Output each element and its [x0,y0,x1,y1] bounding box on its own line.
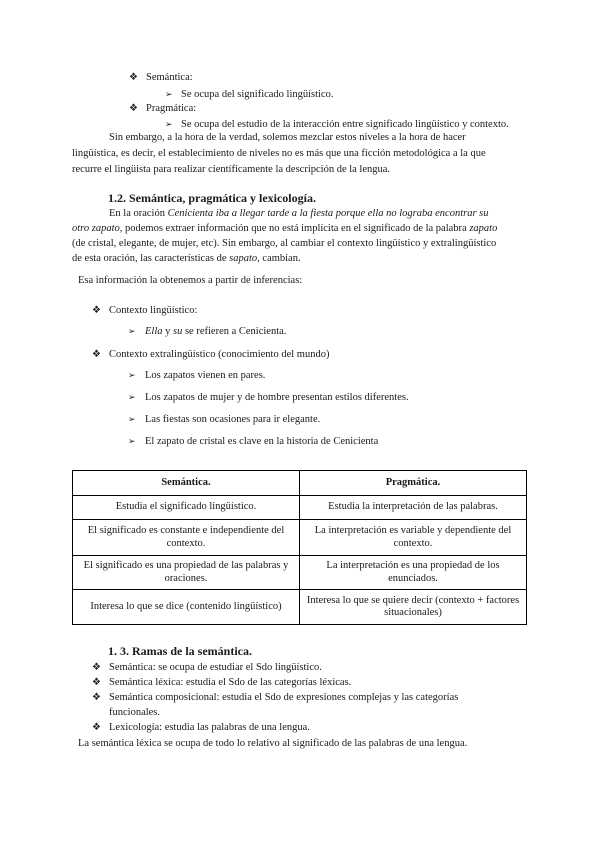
list-item-label: Contexto extralingüístico (conocimiento del mundo) [109,349,330,360]
list-item: Semántica composicional: estudia el Sdo de expresiones complejas y las categorías [109,692,459,703]
list-subitem: El zapato de cristal es clave en la historia de Cenicienta [145,436,379,447]
paragraph-line: recurre el lingüista para realizar científicamente la descripción de la lengua. [72,164,391,175]
table-header-cell: Pragmática. [300,471,527,496]
paragraph-line: Sin embargo, a la hora de la verdad, solemos mezclar estos niveles a la hora de hacer [109,132,466,143]
list-subitem: Ella y su se refieren a Cenicienta. [145,326,287,337]
list-subitem: Se ocupa del estudio de la interacción entre significado lingüístico y contexto. [181,119,509,130]
arrowhead-bullet-icon: ➢ [128,436,136,446]
table-header-row [73,471,527,496]
table-row [73,590,527,625]
table-header-cell: Semántica. [73,471,300,496]
list-subitem: Las fiestas son ocasiones para ir elegante. [145,414,321,425]
table-cell: La interpretación es una propiedad de los enunciados. [300,556,527,590]
arrowhead-bullet-icon: ➢ [128,370,136,380]
paragraph-line: otro zapato, podemos extraer información que no está implícita en el significado de la palabra zapato [72,223,498,234]
arrowhead-bullet-icon: ➢ [165,89,173,99]
diamond-bullet-icon: ❖ [92,662,101,673]
table-cell: Interesa lo que se quiere decir (contexto + factores situacionales) [300,590,527,625]
arrowhead-bullet-icon: ➢ [165,119,173,129]
comparison-table [72,470,527,625]
table-row [73,496,527,520]
paragraph-line: lingüística, es decir, el establecimiento de niveles no es más que una ficción metodológica a la que [72,148,486,159]
diamond-bullet-icon: ❖ [129,103,138,114]
list-item: Semántica: se ocupa de estudiar el Sdo lingüístico. [109,662,322,673]
table-cell: Estudia la interpretación de las palabras. [300,496,527,520]
section-heading: 1.2. Semántica, pragmática y lexicología. [108,191,316,205]
arrowhead-bullet-icon: ➢ [128,326,136,336]
diamond-bullet-icon: ❖ [92,692,101,703]
table-cell: Interesa lo que se dice (contenido lingüístico) [73,590,300,625]
table-row [73,556,527,590]
diamond-bullet-icon: ❖ [92,722,101,733]
table-cell: El significado es constante e independiente del contexto. [73,520,300,556]
list-item-label: Pragmática: [146,103,197,114]
diamond-bullet-icon: ❖ [92,305,101,316]
list-subitem: Los zapatos vienen en pares. [145,370,266,381]
list-item-continuation: funcionales. [109,707,161,718]
diamond-bullet-icon: ❖ [129,72,138,83]
paragraph-line: La semántica léxica se ocupa de todo lo relativo al significado de las palabras de una lengua. [78,738,468,749]
diamond-bullet-icon: ❖ [92,349,101,360]
list-item: Semántica léxica: estudia el Sdo de las categorías léxicas. [109,677,352,688]
diamond-bullet-icon: ❖ [92,677,101,688]
paragraph-line: (de cristal, elegante, de mujer, etc). Sin embargo, al cambiar el contexto lingüístico y extralingüístico [72,238,497,249]
paragraph-line: Esa información la obtenemos a partir de inferencias: [78,275,303,286]
list-subitem: Se ocupa del significado lingüístico. [181,89,334,100]
paragraph-line: En la oración Cenicienta iba a llegar tarde a la fiesta porque ella no lograba encontrar su [109,208,489,219]
table-cell: La interpretación es variable y dependiente del contexto. [300,520,527,556]
list-item-label: Semántica: [146,72,193,83]
section-heading: 1. 3. Ramas de la semántica. [108,644,252,658]
table-cell: Estudia el significado lingüístico. [73,496,300,520]
arrowhead-bullet-icon: ➢ [128,414,136,424]
table-row [73,520,527,556]
arrowhead-bullet-icon: ➢ [128,392,136,402]
list-item-label: Contexto lingüístico: [109,305,198,316]
paragraph-line: de esta oración, las características de sapato, cambian. [72,253,301,264]
list-subitem: Los zapatos de mujer y de hombre presentan estilos diferentes. [145,392,409,403]
table-cell: El significado es una propiedad de las palabras y oraciones. [73,556,300,590]
list-item: Lexicología: estudia las palabras de una lengua. [109,722,310,733]
